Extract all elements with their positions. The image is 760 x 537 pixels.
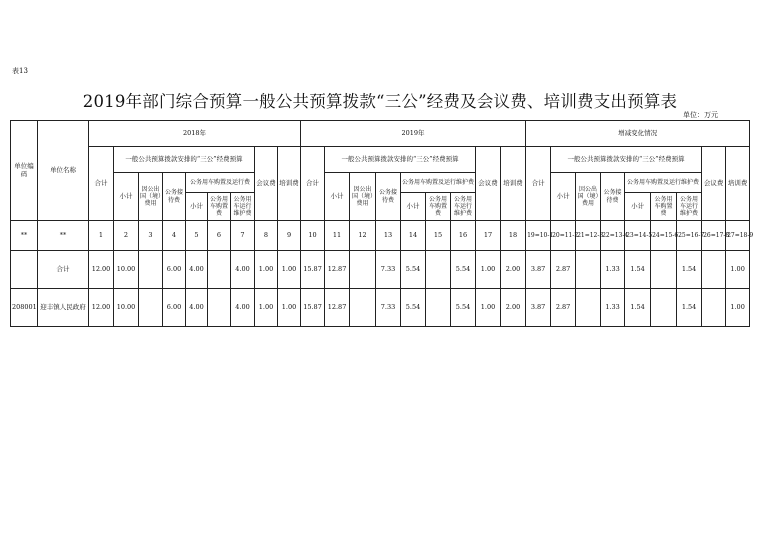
cell-unit-name: 合计 (38, 251, 89, 289)
col-year-2019: 2019年 (301, 121, 526, 147)
col-subtotal-change: 小计 (551, 173, 576, 221)
index-cell: 19=10-1 (526, 221, 551, 251)
col-meeting-2018: 会议费 (255, 147, 278, 221)
value-cell: 7.33 (376, 251, 401, 289)
index-cell: 7 (231, 221, 255, 251)
col-vehicle-change: 公务用车购置及运行维护费 (625, 173, 702, 193)
col-vehicle-sub-2018: 小计 (186, 193, 208, 221)
index-cell: 20=11-2 (551, 221, 576, 251)
col-total-change: 合计 (526, 147, 551, 221)
value-cell: 4.00 (186, 289, 208, 327)
col-vehicle-buy-2019: 公务用车购置费 (426, 193, 451, 221)
index-cell: 14 (401, 221, 426, 251)
value-cell: 1.00 (278, 251, 301, 289)
value-cell: 12.00 (89, 251, 114, 289)
value-cell: 1.54 (677, 251, 702, 289)
col-vehicle-sub-2019: 小计 (401, 193, 426, 221)
value-cell (426, 251, 451, 289)
index-cell: ** (11, 221, 38, 251)
value-cell: 15.87 (301, 289, 325, 327)
value-cell: 2.87 (551, 251, 576, 289)
index-cell: 16 (451, 221, 476, 251)
value-cell (350, 289, 376, 327)
col-meeting-change: 会议费 (702, 147, 726, 221)
value-cell: 12.00 (89, 289, 114, 327)
col-subtotal-2018: 小计 (114, 173, 139, 221)
cell-unit-code: 208001 (11, 289, 38, 327)
col-vehicle-2019: 公务用车购置及运行维护费 (401, 173, 476, 193)
index-cell: 21=12-3 (576, 221, 601, 251)
col-vehicle-2018: 公务用车购置及运行费 (186, 173, 255, 193)
value-cell (576, 289, 601, 327)
value-cell: 4.00 (231, 289, 255, 327)
index-cell: 22=13-4 (601, 221, 625, 251)
index-cell: 9 (278, 221, 301, 251)
value-cell: 10.00 (114, 289, 139, 327)
index-cell: 26=17-8 (702, 221, 726, 251)
index-row (11, 221, 750, 251)
value-cell (426, 289, 451, 327)
value-cell (651, 289, 677, 327)
index-cell: 18 (501, 221, 526, 251)
cell-unit-name: 迎丰镇人民政府 (38, 289, 89, 327)
index-cell: 25=16-7 (677, 221, 702, 251)
value-cell: 2.87 (551, 289, 576, 327)
col-training-2019: 培训费 (501, 147, 526, 221)
col-vehicle-buy-2018: 公务用车购置费 (208, 193, 231, 221)
index-cell: 2 (114, 221, 139, 251)
value-cell (350, 251, 376, 289)
value-cell: 2.00 (501, 251, 526, 289)
table-row (11, 289, 750, 327)
header-row-years (11, 121, 750, 147)
col-meeting-2019: 会议费 (476, 147, 501, 221)
index-cell: ** (38, 221, 89, 251)
col-three-public-change: 一般公共预算拨款安排的“三公”经费预算 (551, 147, 702, 173)
unit-label: 单位：万元 (683, 111, 718, 119)
col-abroad-2019: 因公出国（境）费用 (350, 173, 376, 221)
value-cell: 1.54 (625, 251, 651, 289)
value-cell: 10.00 (114, 251, 139, 289)
col-abroad-change: 因公出国（境）费用 (576, 173, 601, 221)
index-cell: 27=18-9 (726, 221, 750, 251)
value-cell: 1.00 (255, 289, 278, 327)
col-total-2019: 合计 (301, 147, 325, 221)
col-unit-name (38, 121, 89, 221)
page-title: 2019年部门综合预算一般公共预算拨款“三公”经费及会议费、培训费支出预算表 (82, 92, 678, 111)
value-cell: 15.87 (301, 251, 325, 289)
col-vehicle-run-2018: 公务用车运行维护费 (231, 193, 255, 221)
value-cell: 12.87 (325, 251, 350, 289)
value-cell (702, 289, 726, 327)
value-cell: 1.00 (476, 251, 501, 289)
value-cell: 5.54 (401, 289, 426, 327)
value-cell: 1.00 (726, 251, 750, 289)
value-cell (576, 251, 601, 289)
value-cell (208, 251, 231, 289)
index-cell: 6 (208, 221, 231, 251)
index-cell: 5 (186, 221, 208, 251)
header-row-groups (11, 147, 750, 173)
value-cell: 1.00 (476, 289, 501, 327)
value-cell: 12.87 (325, 289, 350, 327)
value-cell: 6.00 (163, 251, 186, 289)
col-vehicle-sub-change: 小计 (625, 193, 651, 221)
index-cell: 24=15-6 (651, 221, 677, 251)
col-vehicle-run-2019: 公务用车运行维护费 (451, 193, 476, 221)
value-cell: 1.00 (278, 289, 301, 327)
col-vehicle-buy-change: 公务用车购置费 (651, 193, 677, 221)
value-cell: 2.00 (501, 289, 526, 327)
index-cell: 1 (89, 221, 114, 251)
index-cell: 12 (350, 221, 376, 251)
value-cell: 3.87 (526, 289, 551, 327)
col-year-2018: 2018年 (89, 121, 301, 147)
col-vehicle-run-change: 公务用车运行维护费 (677, 193, 702, 221)
col-reception-change: 公务接待费 (601, 173, 625, 221)
table-row (11, 251, 750, 289)
col-three-public-2018: 一般公共预算拨款安排的“三公”经费预算 (114, 147, 255, 173)
value-cell: 5.54 (451, 289, 476, 327)
cell-unit-code (11, 251, 38, 289)
col-training-change: 培训费 (726, 147, 750, 221)
sheet-number: 表13 (12, 67, 28, 75)
col-unit-name-label: 单位名称 (50, 165, 76, 174)
col-change: 增减变化情况 (526, 121, 750, 147)
value-cell (139, 251, 163, 289)
header-row-sub (11, 173, 750, 193)
value-cell: 5.54 (401, 251, 426, 289)
budget-table (10, 120, 754, 327)
value-cell: 4.00 (186, 251, 208, 289)
value-cell: 4.00 (231, 251, 255, 289)
value-cell: 1.00 (726, 289, 750, 327)
value-cell (651, 251, 677, 289)
col-reception-2019: 公务接待费 (376, 173, 401, 221)
col-three-public-2019: 一般公共预算拨款安排的“三公”经费预算 (325, 147, 476, 173)
value-cell: 3.87 (526, 251, 551, 289)
index-cell: 23=14-5 (625, 221, 651, 251)
value-cell: 1.54 (625, 289, 651, 327)
value-cell: 1.54 (677, 289, 702, 327)
index-cell: 3 (139, 221, 163, 251)
col-unit-code-label: 单位编码 (14, 161, 34, 178)
index-cell: 8 (255, 221, 278, 251)
value-cell: 5.54 (451, 251, 476, 289)
index-cell: 10 (301, 221, 325, 251)
index-cell: 15 (426, 221, 451, 251)
value-cell (702, 251, 726, 289)
col-training-2018: 培训费 (278, 147, 301, 221)
col-abroad-2018: 因公出国（境）费用 (139, 173, 163, 221)
value-cell (139, 289, 163, 327)
index-cell: 13 (376, 221, 401, 251)
value-cell: 1.33 (601, 289, 625, 327)
index-cell: 17 (476, 221, 501, 251)
value-cell: 6.00 (163, 289, 186, 327)
index-cell: 4 (163, 221, 186, 251)
col-unit-code (11, 121, 38, 221)
value-cell: 1.33 (601, 251, 625, 289)
value-cell: 7.33 (376, 289, 401, 327)
col-subtotal-2019: 小计 (325, 173, 350, 221)
value-cell: 1.00 (255, 251, 278, 289)
col-total-2018: 合计 (89, 147, 114, 221)
col-reception-2018: 公务接待费 (163, 173, 186, 221)
value-cell (208, 289, 231, 327)
index-cell: 11 (325, 221, 350, 251)
